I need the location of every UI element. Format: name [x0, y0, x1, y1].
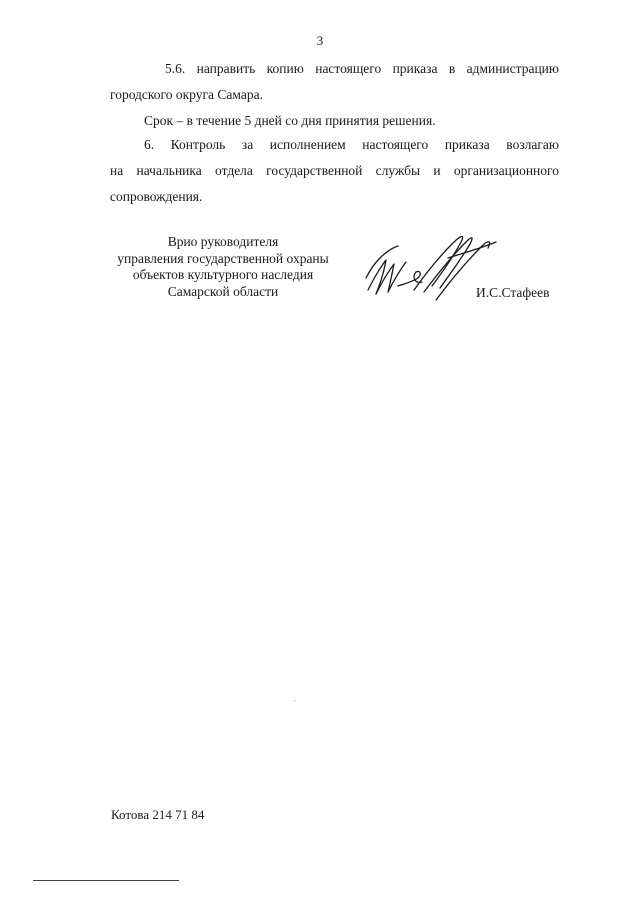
signatory-position-line-1: Врио руководителя — [167, 234, 279, 249]
footer-rule — [33, 880, 179, 881]
signer-name: И.С.Стафеев — [476, 285, 550, 300]
paragraph-5-6-line-1: 5.6. направить копию настоящего приказа в администрацию — [165, 61, 559, 76]
scan-speck — [294, 700, 295, 701]
signatory-position-line-4: Самарской области — [167, 283, 279, 299]
executor-contact: Котова 214 71 84 — [111, 807, 205, 822]
paragraph-6-line-2: на начальника отдела государственной службы и организационного — [110, 163, 559, 178]
paragraph-5-6-line-2: городского округа Самара. — [110, 87, 263, 102]
paragraph-5-6 — [110, 56, 559, 108]
deadline-text: Срок – в течение 5 дней со дня принятия решения. — [144, 113, 436, 128]
paragraph-6-line-3: сопровождения. — [110, 189, 203, 204]
paragraph-6 — [110, 132, 559, 210]
page-number: 3 — [316, 33, 324, 48]
signatory-position-line-2: управления государственной охраны — [117, 250, 329, 266]
signatory-position — [110, 234, 336, 300]
signatory-position-line-3: объектов культурного наследия — [132, 267, 314, 282]
paragraph-deadline — [110, 108, 559, 134]
paragraph-6-line-1: 6. Контроль за исполнением настоящего приказа возлагаю — [144, 137, 559, 152]
